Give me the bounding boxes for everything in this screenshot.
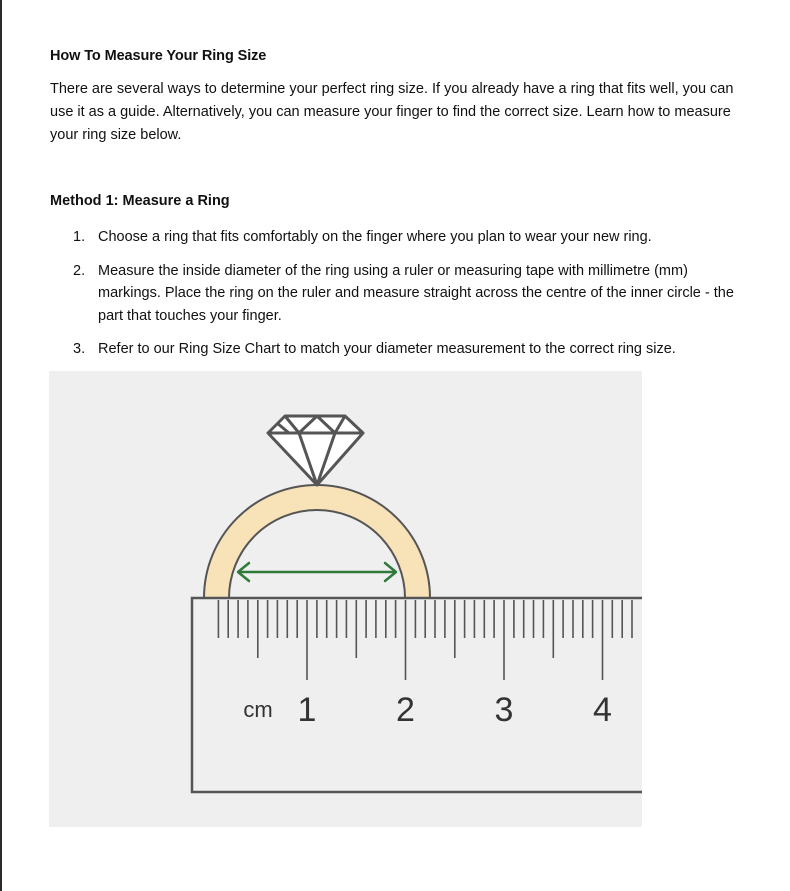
ring-measurement-illustration <box>49 371 642 827</box>
diamond-icon <box>268 416 363 485</box>
method-1-steps <box>50 226 750 372</box>
step-text: Measure the inside diameter of the ring using a ruler or measuring tape with millimetre (mm) markings. Place the ring on the ruler and measure straight across the centre of the inner circle - the part that touches your finger. <box>98 262 734 324</box>
step-text: Refer to our Ring Size Chart to match your diameter measurement to the correct ring size. <box>98 341 676 357</box>
intro-paragraph: There are several ways to determine your perfect ring size. If you already have a ring that fits well, you can use it as a guide. Alternatively, you can measure your finger to find the correct size. Learn how to measure your ring size below. <box>50 81 734 143</box>
ruler-unit-label: cm <box>243 697 273 722</box>
page-title: How To Measure Your Ring Size <box>50 48 267 64</box>
list-item <box>50 260 750 328</box>
page-left-border <box>0 0 2 891</box>
ruler-ticks <box>218 600 632 680</box>
ruler-number: 2 <box>396 691 415 729</box>
step-number: 3. <box>73 341 86 357</box>
diameter-arrow <box>238 563 396 581</box>
method-1-heading: Method 1: Measure a Ring <box>50 193 230 209</box>
ring-on-ruler-diagram <box>49 371 642 827</box>
ruler-numbers <box>298 691 612 729</box>
list-item <box>50 226 750 249</box>
step-number: 2. <box>73 262 86 279</box>
step-text: Choose a ring that fits comfortably on the finger where you plan to wear your new ring. <box>98 229 652 245</box>
ruler-number: 3 <box>494 691 514 729</box>
step-number: 1. <box>73 229 86 245</box>
list-item <box>50 338 750 361</box>
ring-band <box>204 485 430 598</box>
ruler-body <box>192 598 642 792</box>
ruler-number: 1 <box>297 691 317 729</box>
ruler-number: 4 <box>593 691 612 729</box>
